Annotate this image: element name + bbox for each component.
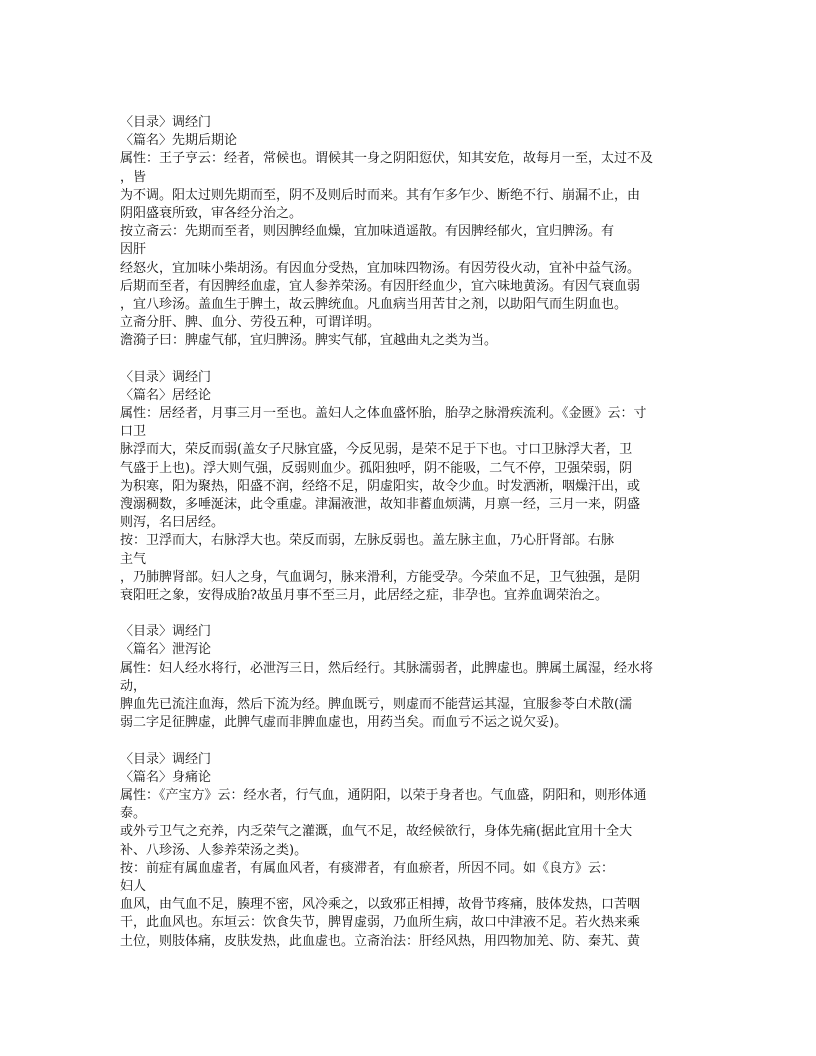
text-line: ，宜八珍汤。盖血生于脾土，故云脾统血。凡血病当用苦甘之剂，以助阳气而生阴血也。 (120, 297, 628, 313)
text-line: 则泻，名曰居经。 (120, 515, 225, 531)
text-line: 土位，则肢体痛，皮肤发热，此血虚也。立斋治法：肝经风热，用四物加羌、防、秦艽、黄 (120, 933, 641, 949)
text-line: 或外亏卫气之充养，内乏荣气之灌溉，血气不足，故经候欲行，身体先痛(据此宜用十全大 (120, 824, 633, 840)
text-line: 脾血先已流注血海，然后下流为经。脾血既亏，则虚而不能营运其湿，宜服参苓白术散(濡 (120, 697, 633, 713)
text-line: 泰。 (120, 806, 147, 822)
text-line: 澹漪子曰：脾虚气郁，宜归脾汤。脾实气郁，宜越曲丸之类为当。 (120, 333, 498, 349)
text-line: 按：卫浮而大，右脉浮大也。荣反而弱，左脉反弱也。盖左脉主血，乃心肝肾部。右脉 (120, 533, 615, 549)
text-line: 因肝 (120, 242, 147, 258)
entry-section (120, 114, 692, 351)
text-line: 补、八珍汤、人参养荣汤之类)。 (120, 842, 308, 858)
entry-section (120, 751, 692, 951)
text-line: 阴阳盛衰所致，审各经分治之。 (120, 206, 303, 222)
catalog-line: 〈目录〉调经门 (120, 624, 212, 640)
text-line: 为不调。阳太过则先期而至，阴不及则后时而来。其有乍多乍少、断绝不行、崩漏不止，由 (120, 187, 641, 203)
text-line: 血风，由气血不足，腠理不密，风冷乘之，以致邪正相搏，故骨节疼痛，肢体发热，口苦咽 (120, 897, 641, 913)
text-line: ，皆 (120, 169, 147, 185)
text-line: 溲溺稠数，多唾涎沫，此令重虚。津漏液泄，故知非蓄血烦满，月禀一经，三月一来，阴盛 (120, 497, 641, 513)
text-line: ，乃肺脾肾部。妇人之身，气血调匀，脉来滑利，方能受孕。今荣血不足，卫气独强，是阴 (120, 569, 641, 585)
text-line: 口卫 (120, 424, 147, 440)
text-line: 属性：妇人经水将行，必泄泻三日，然后经行。其脉濡弱者，此脾虚也。脾属土属湿，经水将 (120, 660, 654, 676)
text-line: 后期而至者，有因脾经血虚，宜人参养荣汤。有因肝经血少，宜六味地黄汤。有因气衰血弱 (120, 278, 641, 294)
entry-section (120, 369, 692, 606)
text-line: 立斋分肝、脾、血分、劳役五种，可谓详明。 (120, 315, 381, 331)
text-line: 经怒火，宜加味小柴胡汤。有因血分受热，宜加味四物汤。有因劳役火动，宜补中益气汤。 (120, 260, 641, 276)
text-line: 属性：《产宝方》云：经水者，行气血，通阴阳，以荣于身者也。气血盛，阴阳和，则形体通 (120, 787, 647, 803)
chapter-title: 〈篇名〉泄泻论 (120, 642, 212, 658)
chapter-title: 〈篇名〉先期后期论 (120, 133, 238, 149)
text-line: 妇人 (120, 878, 147, 894)
text-line: 按：前症有属血虚者，有属血风者，有痰滞者，有血瘀者，所因不同。如《良方》云： (120, 860, 615, 876)
catalog-line: 〈目录〉调经门 (120, 115, 212, 130)
catalog-line: 〈目录〉调经门 (120, 369, 212, 385)
text-line: 弱二字足征脾虚，此脾气虚而非脾血虚也，用药当矣。而血亏不运之说欠妥)。 (120, 715, 568, 731)
catalog-line: 〈目录〉调经门 (120, 751, 212, 767)
document-page (120, 114, 692, 951)
text-line: 主气 (120, 551, 147, 567)
chapter-title: 〈篇名〉身痛论 (120, 769, 212, 785)
text-line: 气盛于上也)。浮大则气强，反弱则血少。孤阳独呼，阴不能吸，二气不停，卫强荣弱，阴 (120, 460, 633, 476)
text-line: 动， (120, 678, 147, 694)
chapter-title: 〈篇名〉居经论 (120, 387, 212, 403)
entry-section (120, 623, 692, 732)
text-line: 为积寒，阳为聚热，阳盛不润，经络不足，阴虚阳实，故令少血。时发洒淅，咽燥汗出，或 (120, 478, 641, 494)
text-line: 属性：王子亨云：经者，常候也。谓候其一身之阴阳愆伏，知其安危，故每月一至，太过不及 (120, 151, 654, 167)
text-line: 按立斋云：先期而至者，则因脾经血燥，宜加味逍遥散。有因脾经郁火，宜归脾汤。有 (120, 224, 615, 240)
text-line: 衰阳旺之象，安得成胎?故虽月事不至三月，此居经之症，非孕也。宜养血调荣治之。 (120, 588, 608, 604)
text-line: 属性：居经者，月事三月一至也。盖妇人之体血盛怀胎，胎孕之脉滑疾流利。《金匮》云：寸 (120, 406, 647, 422)
text-line: 脉浮而大，荣反而弱(盖女子尺脉宜盛，今反见弱，是荣不足于下也。寸口卫脉浮大者，卫 (120, 442, 633, 458)
text-line: 干，此血风也。东垣云：饮食失节，脾胃虚弱，乃血所生病，故口中津液不足。若火热来乘 (120, 915, 641, 931)
